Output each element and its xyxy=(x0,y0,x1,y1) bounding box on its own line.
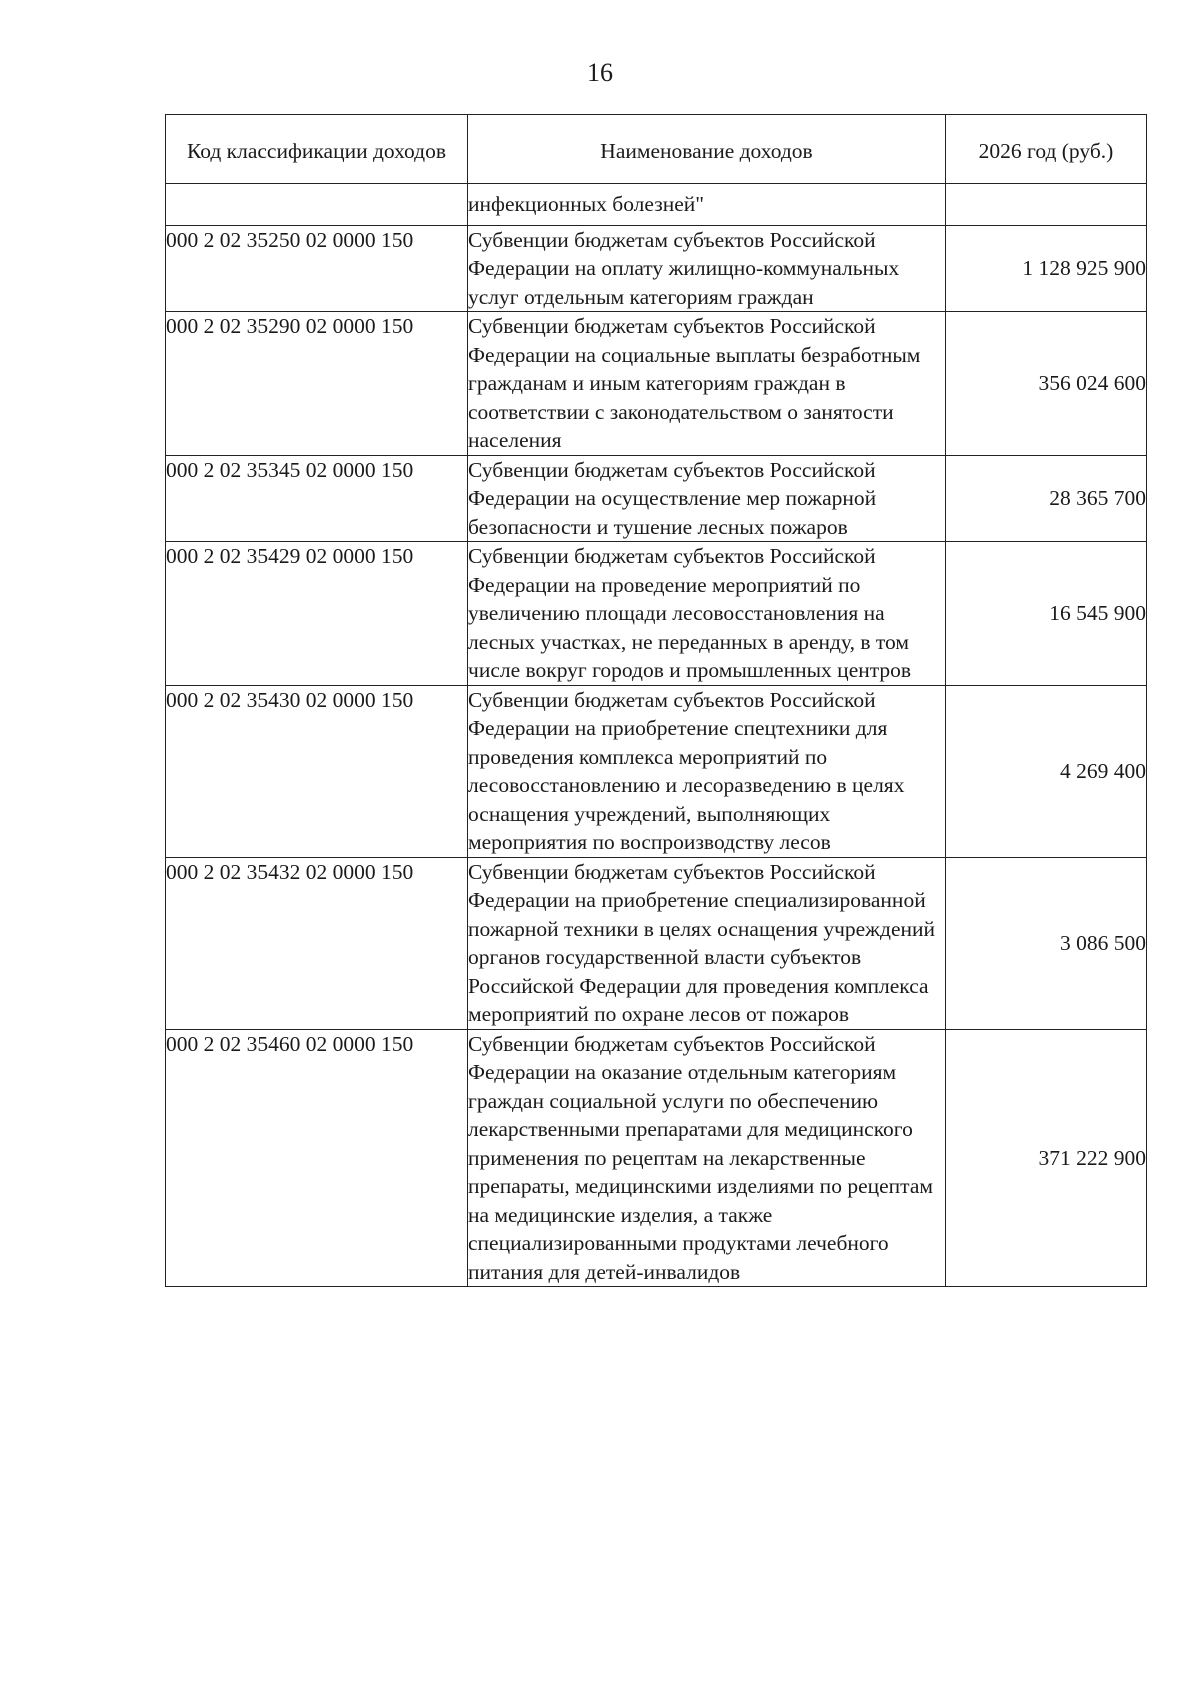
cell-name: инфекционных болезней" xyxy=(468,184,946,226)
cell-name: Субвенции бюджетам субъектов Российской Федерации на приобретение специализированной пожарной техники в целях оснащения учреждений органов государственной власти субъектов Российской Федерации для проведения комплекса мероприятий по охране лесов от пожаров xyxy=(468,857,946,1029)
cell-code xyxy=(166,184,468,226)
cell-name: Субвенции бюджетам субъектов Российской Федерации на проведение мероприятий по увеличению площади лесовосстановления на лесных участках, не переданных в аренду, в том числе вокруг городов и промышленных центров xyxy=(468,542,946,686)
cell-amount xyxy=(946,184,1147,226)
header-amount: 2026 год (руб.) xyxy=(946,115,1147,184)
cell-amount: 356 024 600 xyxy=(946,312,1147,456)
cell-name: Субвенции бюджетам субъектов Российской Федерации на осуществление мер пожарной безопасности и тушение лесных пожаров xyxy=(468,455,946,542)
cell-code: 000 2 02 35345 02 0000 150 xyxy=(166,455,468,542)
cell-amount: 28 365 700 xyxy=(946,455,1147,542)
table-row xyxy=(166,542,1147,686)
table-row xyxy=(166,857,1147,1029)
table-header xyxy=(166,115,1147,184)
header-name: Наименование доходов xyxy=(468,115,946,184)
table-row-continuation xyxy=(166,184,1147,226)
table-row xyxy=(166,312,1147,456)
cell-amount: 4 269 400 xyxy=(946,685,1147,857)
table-row xyxy=(166,1029,1147,1287)
cell-amount: 16 545 900 xyxy=(946,542,1147,686)
cell-code: 000 2 02 35290 02 0000 150 xyxy=(166,312,468,456)
cell-amount: 1 128 925 900 xyxy=(946,225,1147,312)
cell-code: 000 2 02 35460 02 0000 150 xyxy=(166,1029,468,1287)
cell-name: Субвенции бюджетам субъектов Российской Федерации на оплату жилищно-коммунальных услуг отдельным категориям граждан xyxy=(468,225,946,312)
cell-name: Субвенции бюджетам субъектов Российской Федерации на социальные выплаты безработным гражданам и иным категориям граждан в соответствии с законодательством о занятости населения xyxy=(468,312,946,456)
header-code: Код классификации доходов xyxy=(166,115,468,184)
cell-amount: 371 222 900 xyxy=(946,1029,1147,1287)
cell-name: Субвенции бюджетам субъектов Российской Федерации на оказание отдельным категориям граждан социальной услуги по обеспечению лекарственными препаратами для медицинского применения по рецептам на лекарственные препараты, медицинскими изделиями по рецептам на медицинские изделия, а также специализированными продуктами лечебного питания для детей-инвалидов xyxy=(468,1029,946,1287)
cell-code: 000 2 02 35429 02 0000 150 xyxy=(166,542,468,686)
table-row xyxy=(166,455,1147,542)
income-table xyxy=(165,114,1147,1287)
page-number: 16 xyxy=(587,58,613,87)
table-row xyxy=(166,225,1147,312)
cell-amount: 3 086 500 xyxy=(946,857,1147,1029)
table-body xyxy=(166,184,1147,1287)
cell-code: 000 2 02 35430 02 0000 150 xyxy=(166,685,468,857)
cell-code: 000 2 02 35250 02 0000 150 xyxy=(166,225,468,312)
cell-code: 000 2 02 35432 02 0000 150 xyxy=(166,857,468,1029)
table-row xyxy=(166,685,1147,857)
header-row xyxy=(166,115,1147,184)
cell-name: Субвенции бюджетам субъектов Российской Федерации на приобретение спецтехники для проведения комплекса мероприятий по лесовосстановлению и лесоразведению в целях оснащения учреждений, выполняющих мероприятия по воспроизводству лесов xyxy=(468,685,946,857)
